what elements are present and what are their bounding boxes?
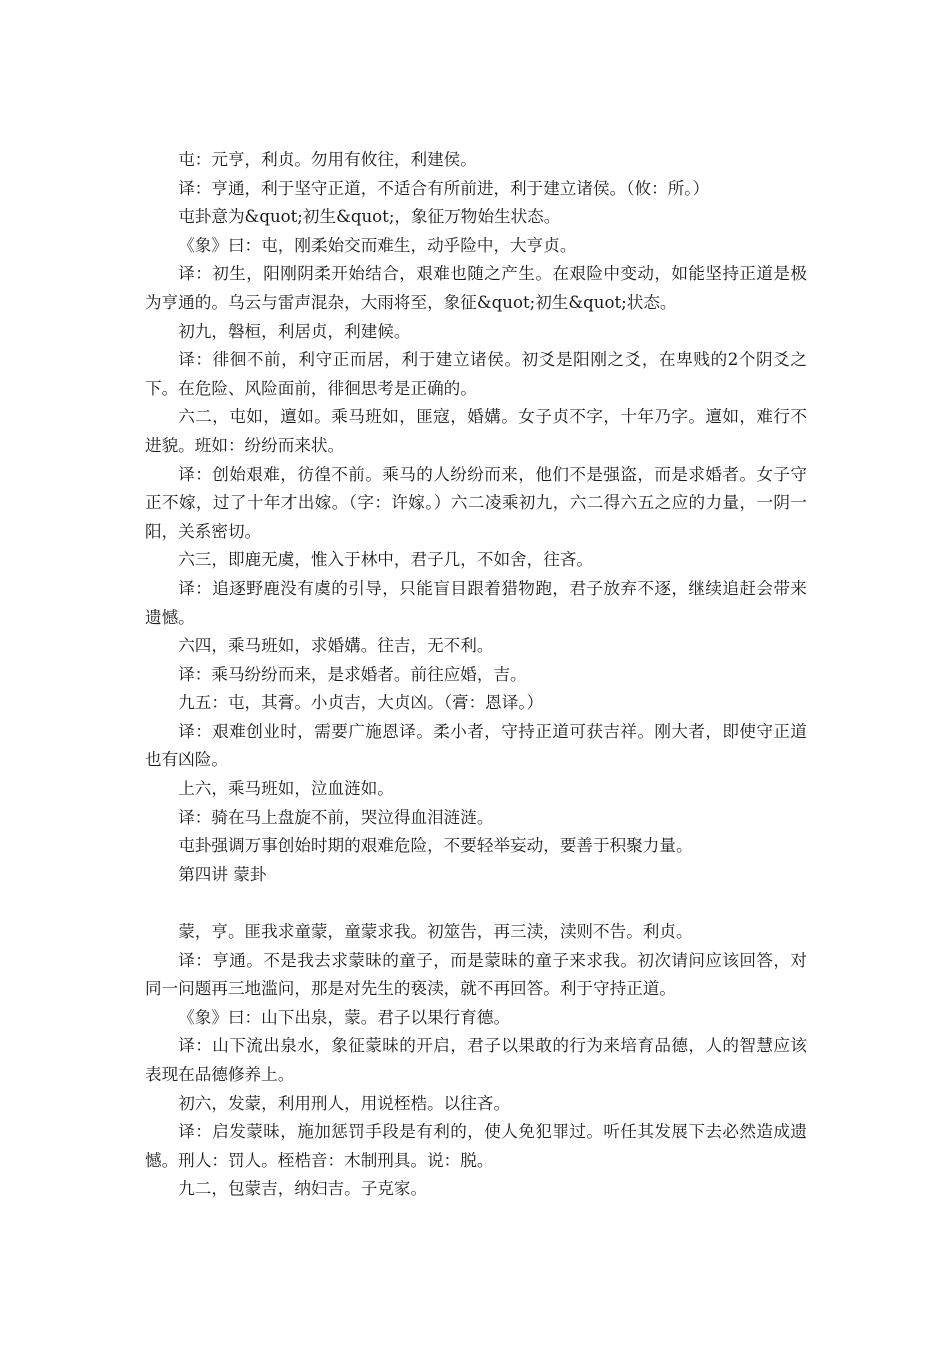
paragraph: 六四，乘马班如，求婚媾。往吉，无不利。 [178,636,494,656]
text-body [145,146,807,1204]
paragraph: 九五：屯，其膏。小贞吉，大贞凶。（膏：恩译。） [178,693,544,713]
paragraph: 译：追逐野鹿没有虞的引导，只能盲目跟着猎物跑，君子放弃不逐，继续追赶会带来遗憾。 [145,578,807,627]
paragraph: 译：骑在马上盘旋不前，哭泣得血泪涟涟。 [178,807,494,827]
paragraph: 译：初生，阳刚阴柔开始结合，艰难也随之产生。在艰险中变动，如能坚持正道是极为亨通的。乌云与雷声混杂，大雨将至，象征&quot;初生&quot;状态。 [145,264,807,312]
paragraph: 译：亨通，利于坚守正道，不适合有所前进，利于建立诸侯。（攸：所。） [178,178,710,198]
paragraph: 九二，包蒙吉，纳妇吉。子克家。 [178,1179,428,1199]
paragraph: 屯卦强调万事创始时期的艰难危险，不要轻举妄动，要善于积聚力量。 [178,836,693,856]
paragraph: 译：乘马纷纷而来，是求婚者。前往应婚，吉。 [178,664,527,684]
paragraph: 译：艰难创业时，需要广施恩译。柔小者，守持正道可获吉祥。刚大者，即使守正道也有凶险。 [145,721,807,770]
paragraph: 译：创始艰难，彷徨不前。乘马的人纷纷而来，他们不是强盗，而是求婚者。女子守正不嫁，过了十年才出嫁。（字：许嫁。）六二凌乘初九，六二得六五之应的力量，一阴一阳，关系密切。 [145,464,807,541]
paragraph: 上六，乘马班如，泣血涟如。 [178,779,394,799]
paragraph: 初六，发蒙，利用刑人，用说桎梏。以往吝。 [178,1093,511,1113]
paragraph: 六三，即鹿无虞，惟入于林中，君子几，不如舍，往吝。 [178,550,594,570]
paragraph: 《象》曰：山下出泉，蒙。君子以果行育德。 [178,1007,511,1027]
paragraph: 六二，屯如，邅如。乘马班如，匪寇，婚媾。女子贞不字，十年乃字。邅如，难行不进貌。班如：纷纷而来状。 [145,407,807,455]
paragraph: 译：山下流出泉水，象征蒙昧的开启，君子以果敢的行为来培育品德，人的智慧应该表现在品德修养上。 [145,1036,807,1084]
paragraph: 初九，磐桓，利居贞，利建候。 [178,321,411,341]
paragraph: 《象》曰：屯，刚柔始交而难生，动乎险中，大亨贞。 [178,235,577,255]
section-heading: 第四讲 蒙卦 [178,864,267,884]
paragraph: 译：徘徊不前，利守正而居，利于建立诸侯。初爻是阳刚之爻，在卑贱的2个阴爻之下。在危险、风险面前，徘徊思考是正确的。 [145,350,807,398]
paragraph: 屯：元亨，利贞。勿用有攸往，利建侯。 [178,150,477,169]
paragraph: 屯卦意为&quot;初生&quot;，象征万物始生状态。 [178,207,561,227]
paragraph: 译：启发蒙昧，施加惩罚手段是有利的，使人免犯罪过。听任其发展下去必然造成遗憾。刑人：罚人。桎梏音：木制刑具。说：脱。 [145,1122,807,1170]
blank-line [145,889,807,918]
paragraph: 蒙，亨。匪我求童蒙，童蒙求我。初筮告，再三渎，渎则不告。利贞。 [178,922,693,942]
paragraph: 译：亨通。不是我去求蒙昧的童子，而是蒙昧的童子来求我。初次请问应该回答，对同一问题再三地滥问，那是对先生的亵渎，就不再回答。利于守持正道。 [145,950,807,999]
